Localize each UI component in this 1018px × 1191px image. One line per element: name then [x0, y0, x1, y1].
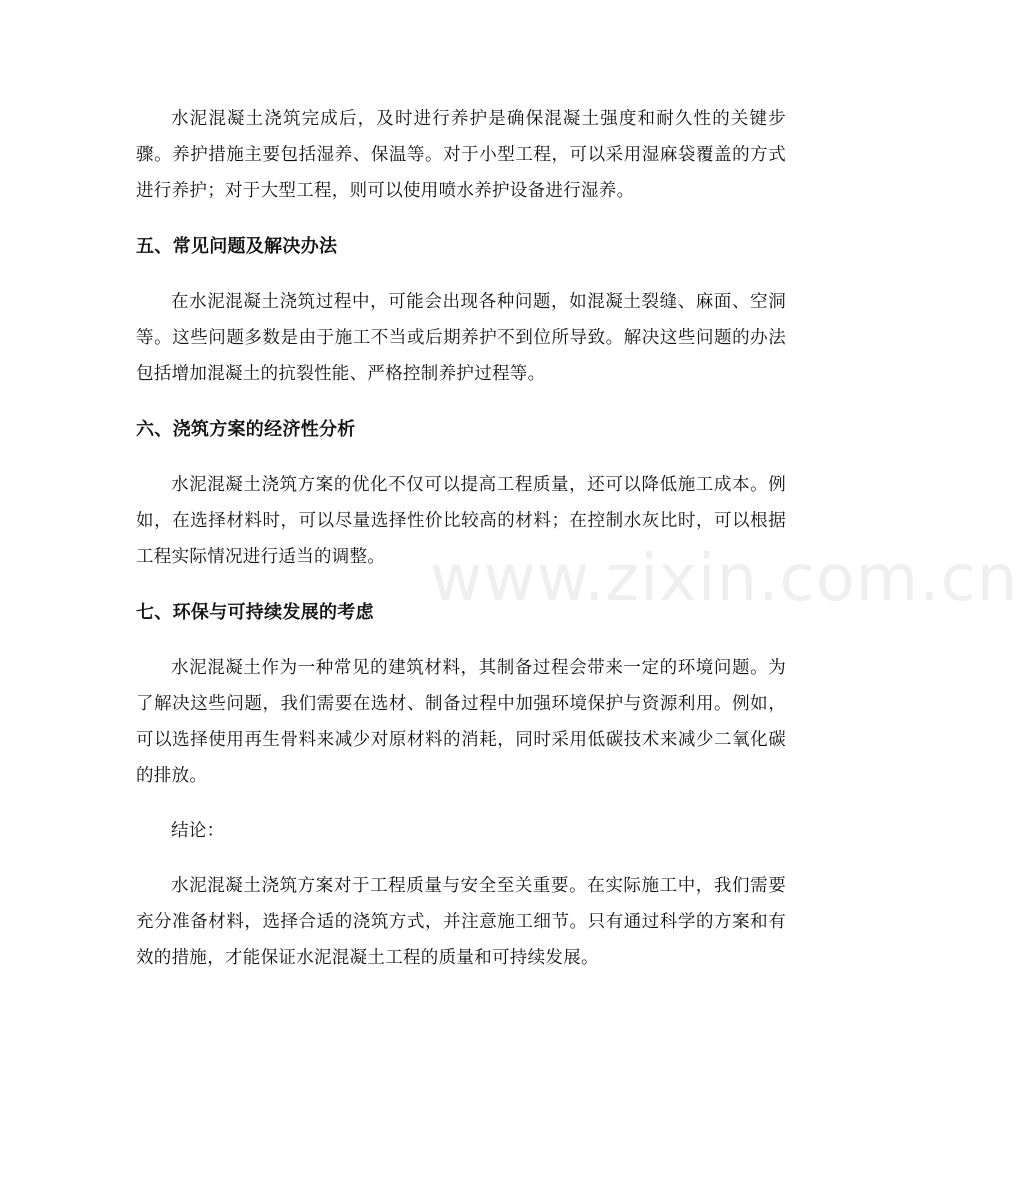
document-body — [136, 101, 786, 976]
paragraph-curing: 水泥混凝土浇筑完成后，及时进行养护是确保混凝土强度和耐久性的关键步骤。养护措施主要包括湿养、保温等。对于小型工程，可以采用湿麻袋覆盖的方式进行养护；对于大型工程，则可以使用喷水养护设备进行湿养。 — [136, 109, 786, 201]
conclusion-label: 结论： — [171, 821, 225, 841]
spacer — [136, 794, 786, 813]
heading-section-5: 五、常见问题及解决办法 — [136, 236, 338, 257]
paragraph-common-problems: 在水泥混凝土浇筑过程中，可能会出现各种问题，如混凝土裂缝、麻面、空洞等。这些问题多数是由于施工不当或后期养护不到位所导致。解决这些问题的办法包括增加混凝土的抗裂性能、严格控制养护过程等。 — [136, 292, 786, 384]
spacer — [136, 849, 786, 868]
paragraph-conclusion: 水泥混凝土浇筑方案对于工程质量与安全至关重要。在实际施工中，我们需要充分准备材料，选择合适的浇筑方式，并注意施工细节。只有通过科学的方案和有效的措施，才能保证水泥混凝土工程的质量和可持续发展。 — [136, 876, 786, 968]
heading-section-6: 六、浇筑方案的经济性分析 — [136, 419, 356, 440]
heading-section-7: 七、环保与可持续发展的考虑 — [136, 602, 374, 623]
paragraph-environment: 水泥混凝土作为一种常见的建筑材料，其制备过程会带来一定的环境问题。为了解决这些问题，我们需要在选材、制备过程中加强环境保护与资源利用。例如，可以选择使用再生骨料来减少对原材料的消耗，同时采用低碳技术来减少二氧化碳的排放。 — [136, 658, 786, 786]
watermark-text: www.zixin.com.cn — [430, 542, 1018, 616]
paragraph-economic-analysis: 水泥混凝土浇筑方案的优化不仅可以提高工程质量，还可以降低施工成本。例如，在选择材料时，可以尽量选择性价比较高的材料；在控制水灰比时，可以根据工程实际情况进行适当的调整。 — [136, 475, 786, 567]
